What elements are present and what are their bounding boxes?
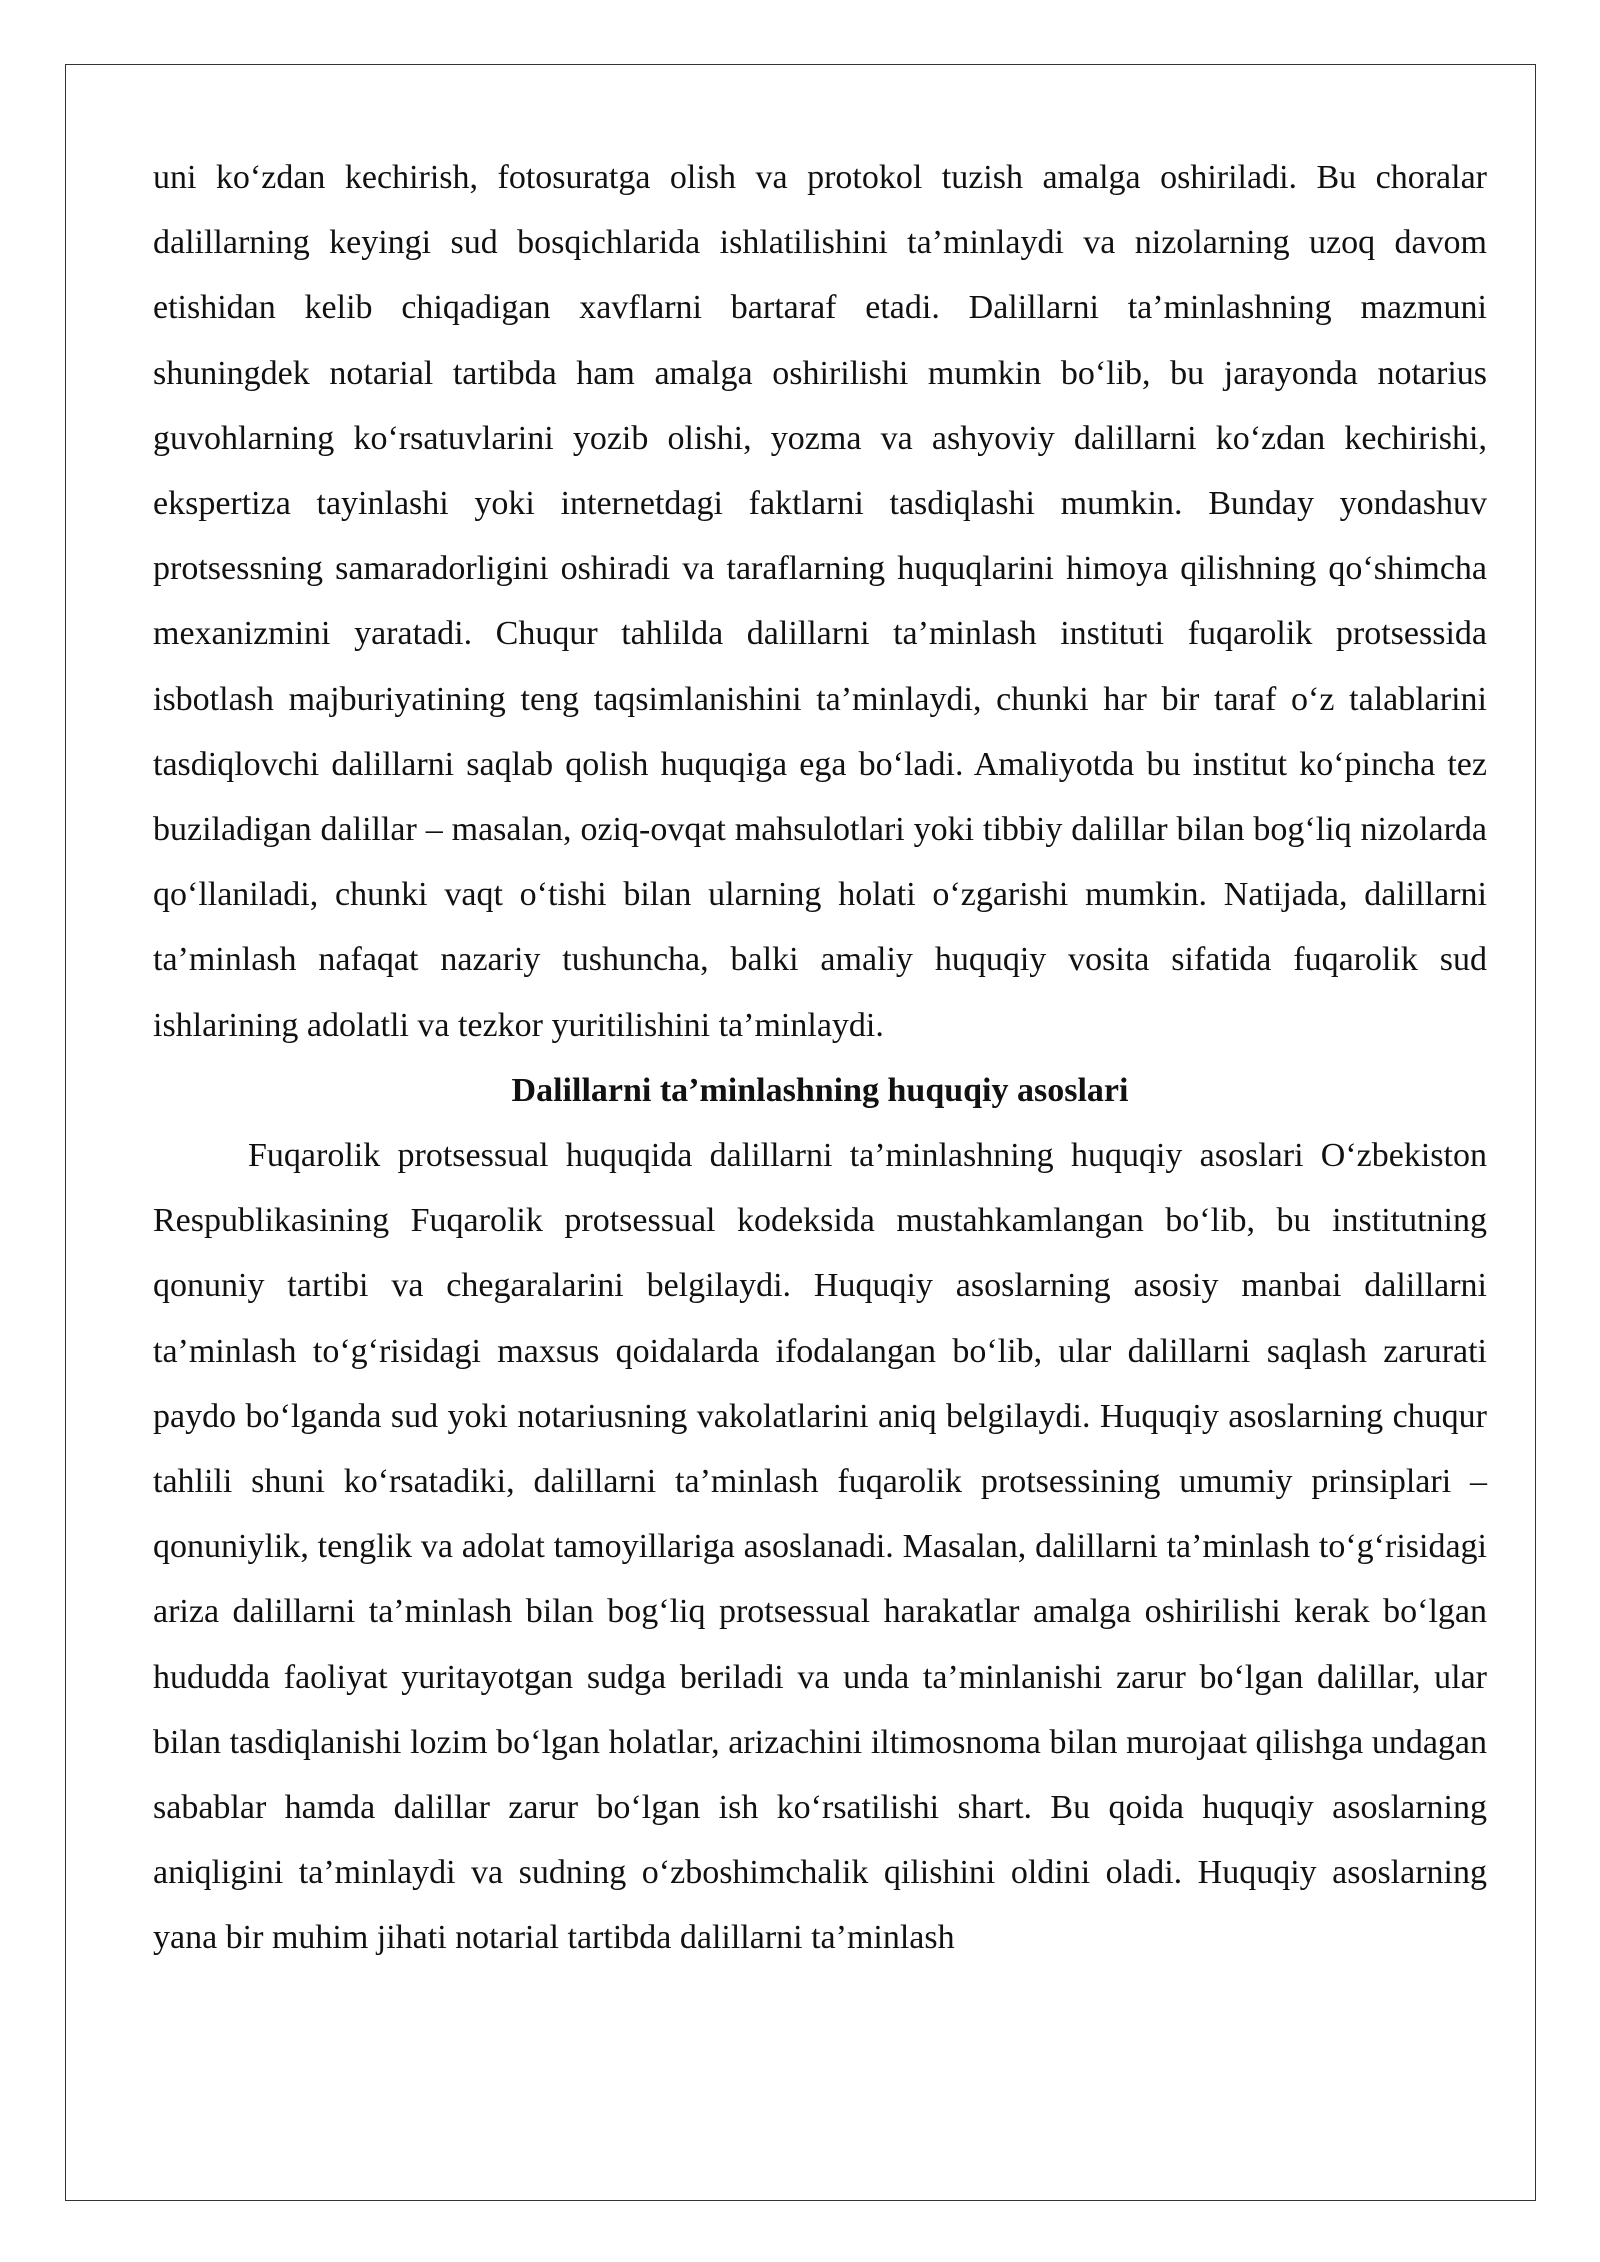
- section-heading: Dalillarni ta’minlashning huquqiy asoslari: [511, 1071, 1129, 1109]
- document-body: [153, 145, 1487, 1971]
- paragraph-legal-basis: Fuqarolik protsessual huquqida dalillarni ta’minlashning huquqiy asoslari O‘zbekiston Respublikasining Fuqarolik protsessual kodeksida mustahkamlangan bo‘lib, bu institutning qonuniy tartibi va chegaralarini belgilaydi. Huquqiy asoslarning asosiy manbai dalillarni ta’minlash to‘g‘risidagi maxsus qoidalarda ifodalangan bo‘lib, ular dalillarni saqlash zarurati paydo bo‘lganda sud yoki notariusning vakolatlarini aniq belgilaydi. Huquqiy asoslarning chuqur tahlili shuni ko‘rsatadiki, dalillarni ta’minlash fuqarolik protsessining umumiy prinsiplari – qonuniylik, tenglik va adolat tamoyillariga asoslanadi. Masalan, dalillarni ta’minlash to‘g‘risidagi ariza dalillarni ta’minlash bilan bog‘liq protsessual harakatlar amalga oshirilishi kerak bo‘lgan hududda faoliyat yuritayotgan sudga beriladi va unda ta’minlanishi zarur bo‘lgan dalillar, ular bilan tasdiqlanishi lozim bo‘lgan holatlar, arizachini iltimosnoma bilan murojaat qilishga undagan sabablar hamda dalillar zarur bo‘lgan ish ko‘rsatilishi shart. Bu qoida huquqiy asoslarning aniqligini ta’minlaydi va sudning o‘zboshimchalik qilishini oldini oladi. Huquqiy asoslarning yana bir muhim jihati notarial tartibda dalillarni ta’minlash: [153, 1137, 1487, 1957]
- paragraph-continuation: uni ko‘zdan kechirish, fotosuratga olish va protokol tuzish amalga oshiriladi. Bu choralar dalillarning keyingi sud bosqichlarida ishlatilishini ta’minlaydi va nizolarning uzoq davom etishidan kelib chiqadigan xavflarni bartaraf etadi. Dalillarni ta’minlashning mazmuni shuningdek notarial tartibda ham amalga oshirilishi mumkin bo‘lib, bu jarayonda notarius guvohlarning ko‘rsatuvlarini yozib olishi, yozma va ashyoviy dalillarni ko‘zdan kechirishi, ekspertiza tayinlashi yoki internetdagi faktlarni tasdiqlashi mumkin. Bunday yondashuv protsessning samaradorligini oshiradi va taraflarning huquqlarini himoya qilishning qo‘shimcha mexanizmini yaratadi. Chuqur tahlilda dalillarni ta’minlash instituti fuqarolik protsessida isbotlash majburiyatining teng taqsimlanishini ta’minlaydi, chunki har bir taraf o‘z talablarini tasdiqlovchi dalillarni saqlab qolish huquqiga ega bo‘ladi. Amaliyotda bu institut ko‘pincha tez buziladigan dalillar – masalan, oziq-ovqat mahsulotlari yoki tibbiy dalillar bilan bog‘liq nizolarda qo‘llaniladi, chunki vaqt o‘tishi bilan ularning holati o‘zgarishi mumkin. Natijada, dalillarni ta’minlash nafaqat nazariy tushuncha, balki amaliy huquqiy vosita sifatida fuqarolik sud ishlarining adolatli va tezkor yuritilishini ta’minlaydi.: [153, 159, 1487, 1044]
